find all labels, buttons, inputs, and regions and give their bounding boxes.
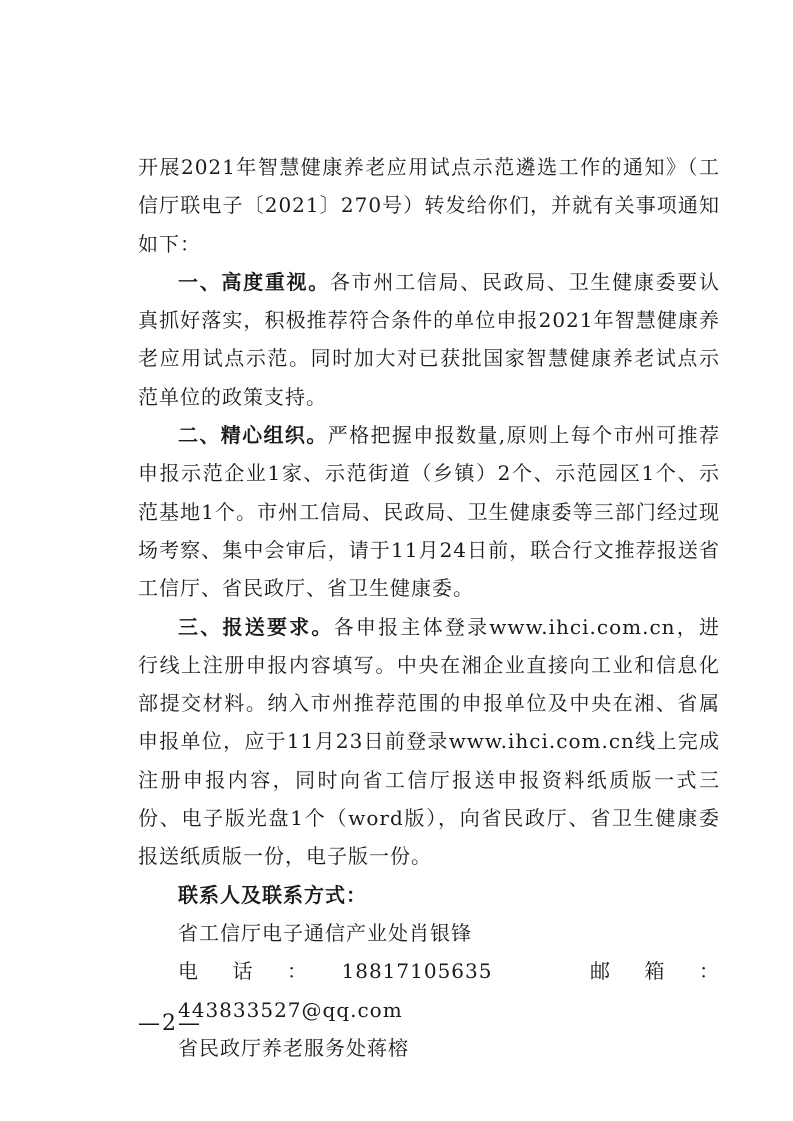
item-1-paragraph (138, 263, 720, 416)
item-1-heading: 一、高度重视。 (178, 269, 330, 294)
item-2-heading: 二、精心组织。 (178, 423, 328, 448)
contact-phone-email-line (138, 952, 720, 1029)
contact-person-2: 省民政厅养老服务处蒋榕 (178, 1035, 409, 1060)
item-3-paragraph (138, 608, 720, 876)
intro-paragraph: 开展2021年智慧健康养老应用试点示范遴选工作的通知》（工信厅联电子〔2021〕270号）转发给你们，并就有关事项通知如下： (138, 155, 720, 256)
item-3-body: 各申报主体登录www.ihci.com.cn，进行线上注册申报内容填写。中央在湘企业直接向工业和信息化部提交材料。纳入市州推荐范围的申报单位及中央在湘、省属申报单位，应于11月23日前登录www.ihci.com.cn线上完成注册申报内容，同时向省工信厅报送申报资料纸质版一式三份、电子版光盘1个（word版），向省民政厅、省卫生健康委报送纸质版一份，电子版一份。 (138, 614, 720, 869)
item-3-heading: 三、报送要求。 (178, 614, 334, 639)
item-2-body: 严格把握申报数量,原则上每个市州可推荐申报示范企业1家、示范街道（乡镇）2个、示范园区1个、示范基地1个。市州工信局、民政局、卫生健康委等三部门经过现场考察、集中会审后，请于11月24日前，联合行文推荐报送省工信厅、省民政厅、省卫生健康委。 (138, 423, 721, 601)
contacts-heading: 联系人及联系方式： (178, 882, 367, 907)
document-body (138, 148, 720, 1067)
contact-phone: 电话：18817105635 (178, 959, 493, 984)
item-1-body: 各市州工信局、民政局、卫生健康委要认真抓好落实，积极推荐符合条件的单位申报2021年智慧健康养老应用试点示范。同时加大对已获批国家智慧健康养老试点示范单位的政策支持。 (138, 269, 721, 409)
page-number: —2— (138, 1011, 202, 1036)
contact-person-1: 省工信厅电子通信产业处肖银锋 (178, 920, 472, 945)
item-2-paragraph (138, 416, 720, 607)
contact-email: 邮箱：443833527@qq.com (178, 959, 720, 1022)
